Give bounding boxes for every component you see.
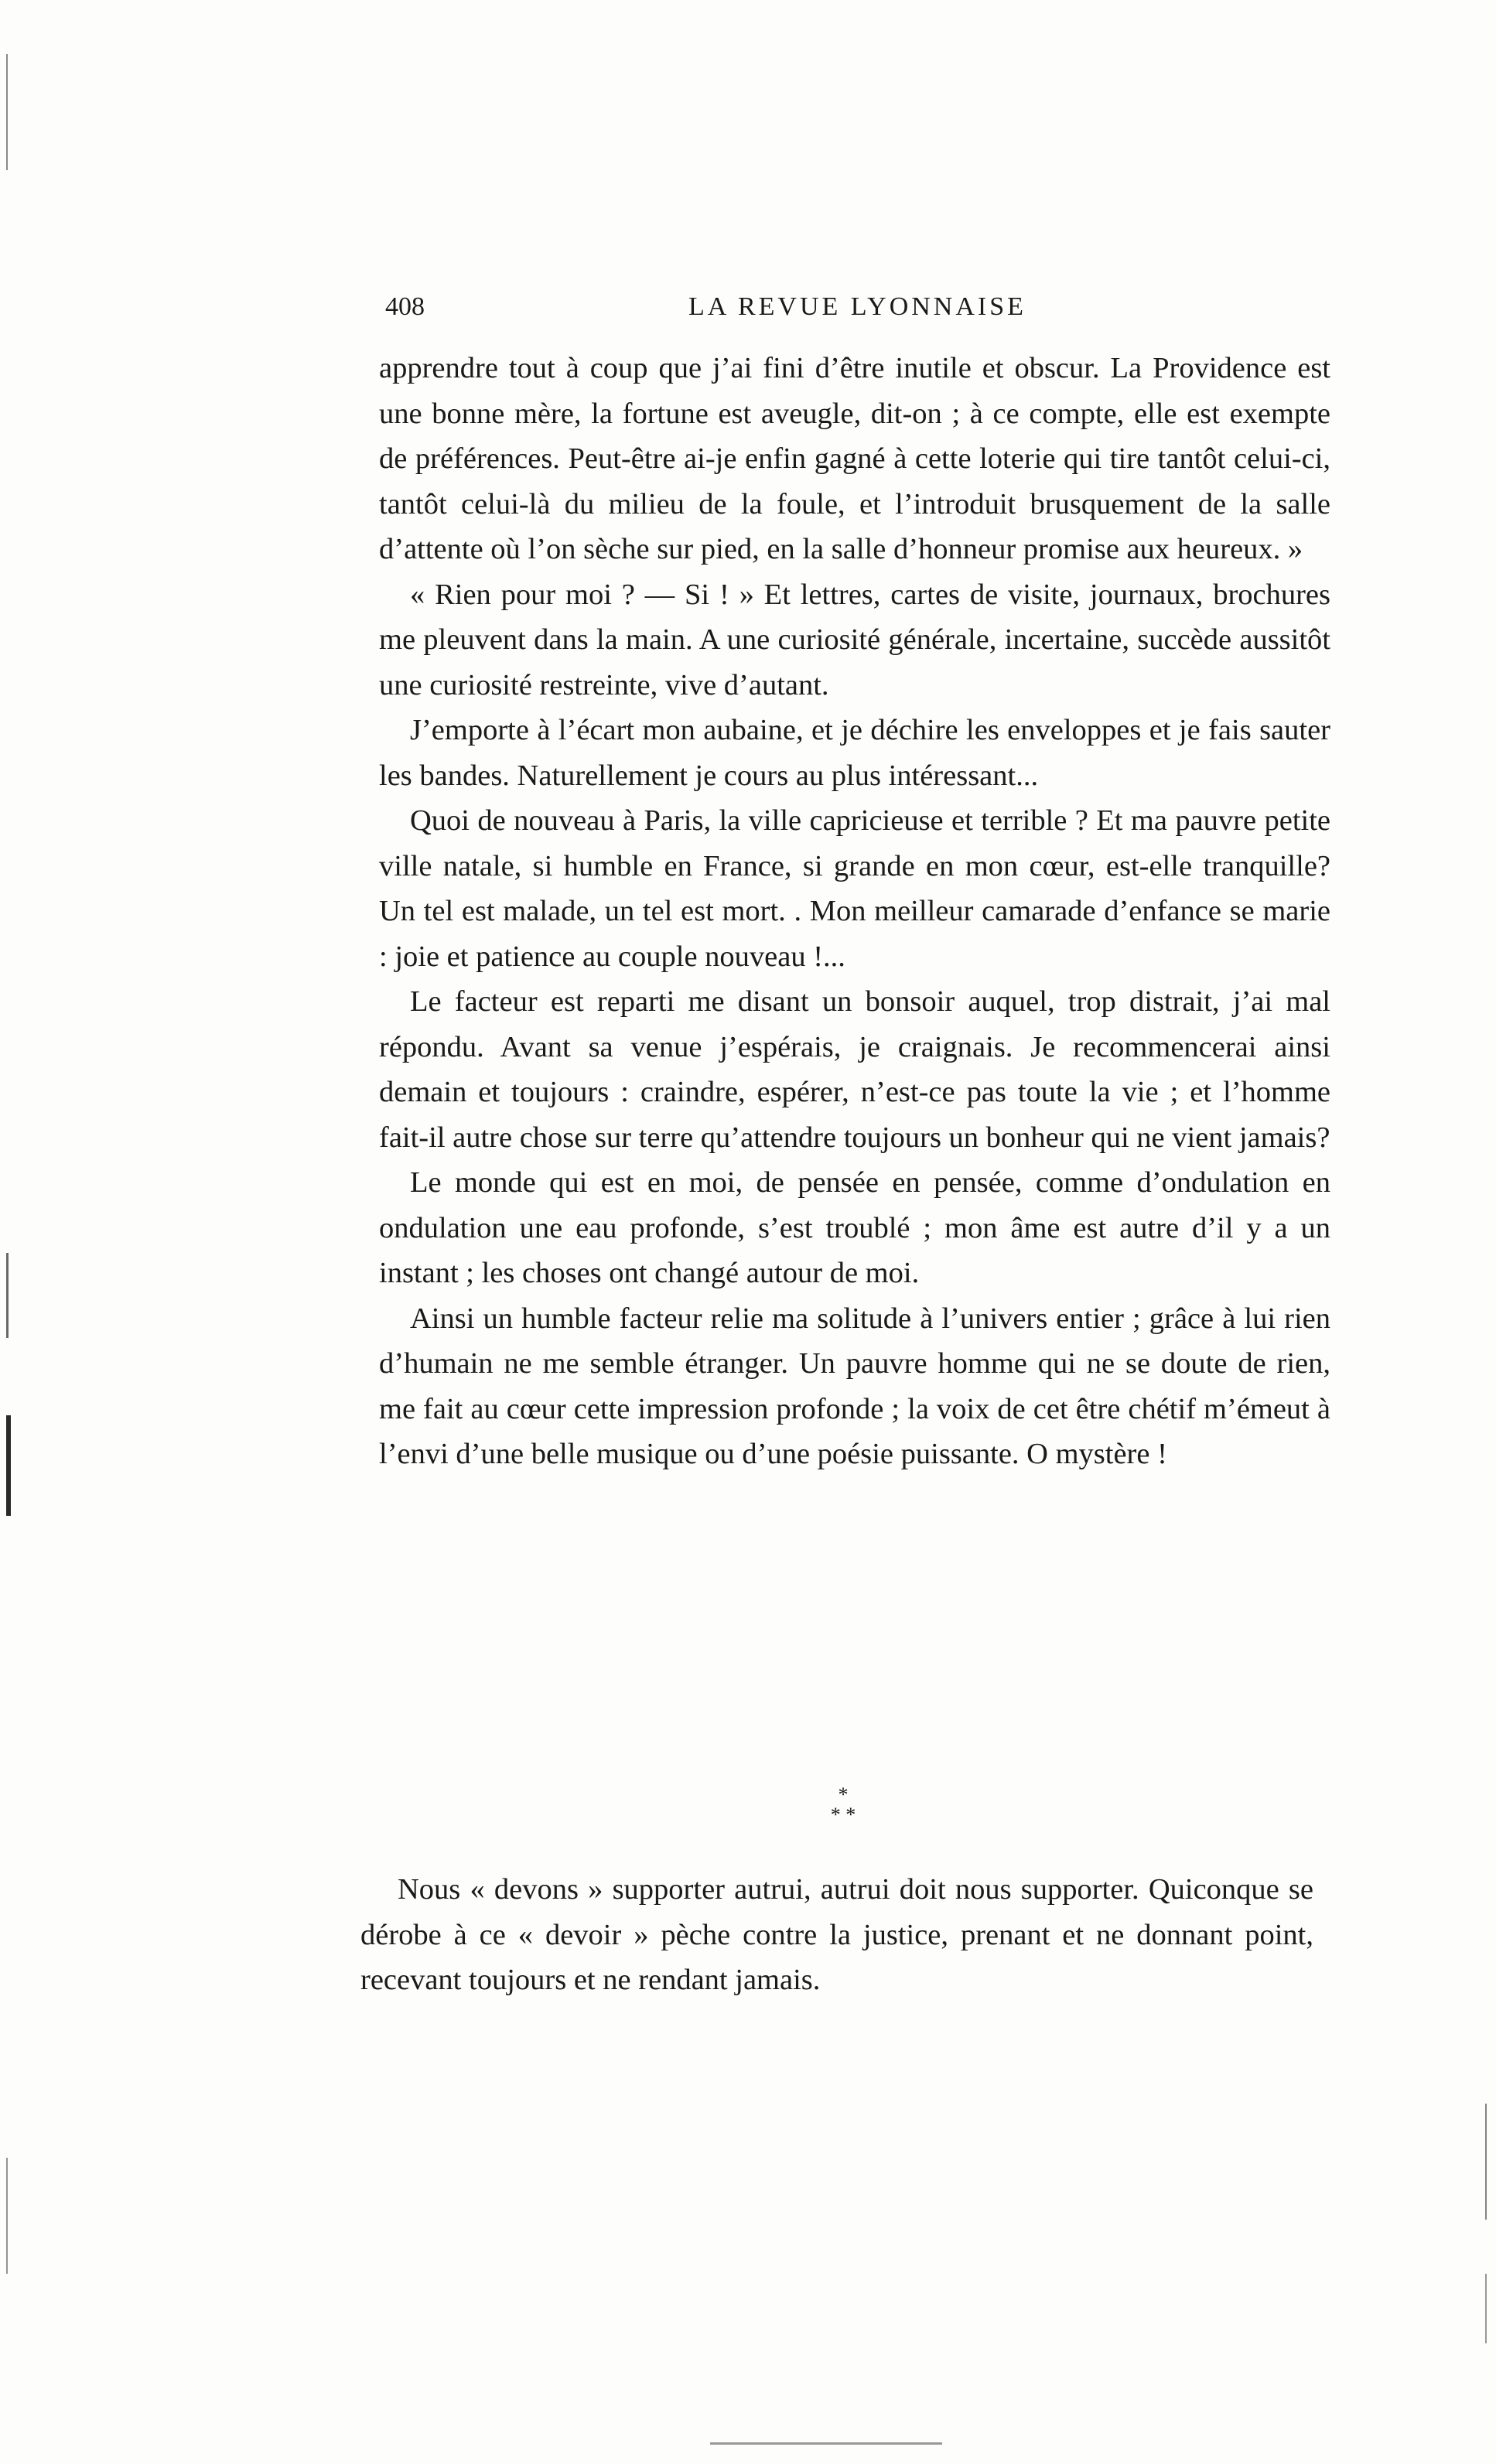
paragraph: J’emporte à l’écart mon aubaine, et je déchire les enveloppes et je fais sauter les bandes. Naturellement je cours au plus intéressant... <box>379 714 1330 792</box>
closing-paragraph: Nous « devons » supporter autrui, autrui doit nous supporter. Quiconque se dérobe à ce « devoir » pèche contre la justice, prenant et ne donnant point, recevant toujours et ne rendant jamais. <box>360 1873 1313 1996</box>
closing-text <box>360 1867 1313 2003</box>
paragraph: Ainsi un humble facteur relie ma solitude à l’univers entier ; grâce à lui rien d’humain ne me semble étranger. Un pauvre homme qui ne se doute de rien, me fait au cœur cette impression profonde ; la voix de cet être chétif m’émeut à l’envi d’une belle musique ou d’une poésie puissante. O mystère ! <box>379 1302 1330 1470</box>
scan-bottom-rule <box>710 2442 942 2445</box>
page-number: 408 <box>385 292 425 321</box>
body-text <box>379 346 1330 1477</box>
paragraph: Le monde qui est en moi, de pensée en pensée, comme d’ondulation en ondulation une eau profonde, s’est troublé ; mon âme est autre d’il y a un instant ; les choses ont changé autour de moi. <box>379 1166 1330 1289</box>
scan-edge-mark <box>6 1415 11 1516</box>
paragraph: Quoi de nouveau à Paris, la ville capricieuse et terrible ? Et ma pauvre petite ville natale, si humble en France, si grande en mon cœur, est-elle tranquille? Un tel est malade, un tel est mort. . Mon meilleur camarade d’enfance se marie : joie et patience au couple nouveau !... <box>379 804 1330 973</box>
scan-edge-mark <box>1485 2274 1487 2343</box>
scan-edge-mark <box>6 1253 9 1338</box>
page-header <box>385 292 1313 331</box>
scan-edge-mark <box>1485 2104 1487 2220</box>
paragraph: Le facteur est reparti me disant un bonsoir auquel, trop distrait, j’ai mal répondu. Avant sa venue j’espérais, je craignais. Je recommencerai ainsi demain et toujours : craindre, espérer, n’est-ce pas toute la vie ; et l’homme fait-il autre chose sur terre qu’attendre toujours un bonheur qui ne vient jamais? <box>379 985 1330 1154</box>
scan-edge-mark <box>6 2158 8 2274</box>
asterism-top: * <box>838 1783 849 1806</box>
running-title: LA REVUE LYONNAISE <box>688 292 1026 321</box>
paragraph-continued: apprendre tout à coup que j’ai fini d’être inutile et obscur. La Providence est une bonne mère, la fortune est aveugle, dit-on ; à ce compte, elle est exempte de préférences. Peut-être ai-je enfin gagné à cette loterie qui tire tantôt celui-ci, tantôt celui-là du milieu de la foule, et l’introduit brusquement de la salle d’attente où l’on sèche sur pied, en la salle d’honneur promise aux heureux. » <box>379 352 1330 565</box>
asterism-separator <box>820 1785 866 1831</box>
scan-edge-mark <box>6 54 8 170</box>
asterism-bottom: * * <box>830 1804 856 1826</box>
paragraph: « Rien pour moi ? — Si ! » Et lettres, cartes de visite, journaux, brochures me pleuvent dans la main. A une curiosité générale, incertaine, succède aussitôt une curiosité restreinte, vive d’autant. <box>379 578 1330 701</box>
